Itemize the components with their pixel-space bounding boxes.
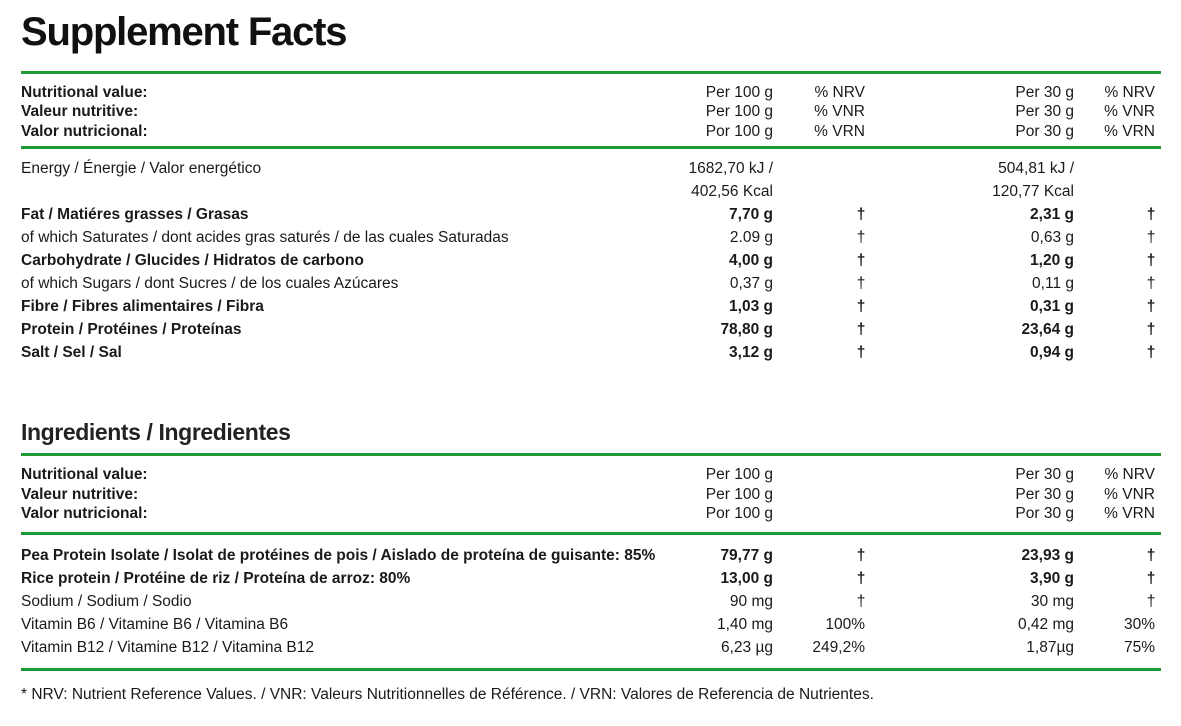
row-pct2: † — [1146, 547, 1156, 564]
row-per30: 1,20 g — [1030, 252, 1074, 269]
row-label: Fibre / Fibres alimentaires / Fibra — [21, 298, 264, 315]
row-per30: 30 mg — [1030, 593, 1074, 610]
header-per30: Per 30 g — [1015, 486, 1074, 503]
header-per100: Por 100 g — [705, 505, 773, 522]
row-pct2: 75% — [1123, 639, 1155, 656]
row-label: Sodium / Sodium / Sodio — [21, 593, 192, 610]
header-per100: Per 100 g — [705, 84, 773, 101]
row-per30: 23,64 g — [1021, 321, 1074, 338]
header-label: Valeur nutritive: — [21, 486, 139, 503]
divider — [21, 532, 1161, 535]
row-pct2: † — [1146, 570, 1156, 587]
footnote: * NRV: Nutrient Reference Values. / VNR: Valeurs Nutritionnelles de Référence. / VRN: Valores de Referencia de Nutrientes. — [21, 686, 874, 703]
row-per30: 0,94 g — [1030, 344, 1074, 361]
row-per100: 1,03 g — [729, 298, 773, 315]
header-per100: Per 100 g — [705, 486, 773, 503]
header-per30: Por 30 g — [1015, 505, 1074, 522]
row-pct2: † — [1146, 275, 1156, 292]
header-label: Valor nutricional: — [21, 123, 148, 140]
header-per30: Per 30 g — [1015, 466, 1074, 483]
row-per30: 0,63 g — [1030, 229, 1074, 246]
header-per30: Per 30 g — [1015, 103, 1074, 120]
header-label: Nutritional value: — [21, 84, 148, 101]
row-pct1: † — [856, 547, 866, 564]
divider — [21, 453, 1161, 456]
row-per30: 0,42 mg — [1017, 616, 1074, 633]
header-pct: % VNR — [1104, 103, 1155, 120]
row-label: Vitamin B6 / Vitamine B6 / Vitamina B6 — [21, 616, 289, 633]
header-pct: % NRV — [1104, 466, 1155, 483]
row-per100: 3,12 g — [729, 344, 773, 361]
row-label: Rice protein / Protéine de riz / Proteína de arroz: 80% — [21, 570, 411, 587]
row-per100: 0,37 g — [729, 275, 773, 292]
row-pct2: † — [1146, 252, 1156, 269]
header-pct: % VRN — [814, 123, 865, 140]
row-pct1: 100% — [825, 616, 865, 633]
row-pct1: † — [856, 275, 866, 292]
header-label: Valor nutricional: — [21, 505, 148, 522]
row-label: of which Sugars / dont Sucres / de los cuales Azúcares — [21, 275, 399, 292]
header-pct: % NRV — [1104, 84, 1155, 101]
row-per30: 3,90 g — [1030, 570, 1074, 587]
header-label: Nutritional value: — [21, 466, 148, 483]
divider — [21, 71, 1161, 74]
row-per30: 0,11 g — [1032, 275, 1074, 292]
row-pct2: † — [1146, 206, 1156, 223]
row-per100: 1,40 mg — [716, 616, 773, 633]
row-pct2: † — [1146, 593, 1156, 610]
row-per100: 78,80 g — [720, 321, 773, 338]
divider — [21, 146, 1161, 149]
header-per30: Per 30 g — [1015, 84, 1074, 101]
row-pct2: 30% — [1123, 616, 1155, 633]
header-per100: Per 100 g — [705, 466, 773, 483]
ingredients-title: Ingredients / Ingredientes — [21, 419, 291, 445]
row-pct2: † — [1146, 344, 1156, 361]
energy-label: Energy / Énergie / Valor energético — [21, 160, 262, 177]
row-per30: 2,31 g — [1030, 206, 1074, 223]
header-pct: % VNR — [1104, 486, 1155, 503]
header-per100: Per 100 g — [705, 103, 773, 120]
header-pct: % VRN — [1104, 505, 1155, 522]
divider — [21, 668, 1161, 671]
row-pct1: † — [856, 229, 866, 246]
energy-per30-kcal: 120,77 Kcal — [992, 183, 1074, 200]
row-per100: 2.09 g — [729, 229, 773, 246]
header-pct: % VRN — [1104, 123, 1155, 140]
page-title: Supplement Facts — [21, 10, 347, 54]
row-pct1: † — [856, 252, 866, 269]
row-pct1: † — [856, 344, 866, 361]
row-pct1: † — [856, 570, 866, 587]
energy-per100-kcal: 402,56 Kcal — [691, 183, 773, 200]
header-per100: Por 100 g — [705, 123, 773, 140]
row-label: Salt / Sel / Sal — [21, 344, 122, 361]
row-pct1: † — [856, 298, 866, 315]
row-per100: 7,70 g — [729, 206, 773, 223]
row-per100: 13,00 g — [720, 570, 773, 587]
row-label: Vitamin B12 / Vitamine B12 / Vitamina B12 — [21, 639, 314, 656]
row-per100: 4,00 g — [729, 252, 773, 269]
row-pct1: 249,2% — [812, 639, 865, 656]
row-pct1: † — [856, 206, 866, 223]
row-pct2: † — [1146, 321, 1156, 338]
header-per30: Por 30 g — [1015, 123, 1074, 140]
row-pct1: † — [856, 321, 866, 338]
row-per100: 90 mg — [729, 593, 773, 610]
row-label: Protein / Protéines / Proteínas — [21, 321, 242, 338]
row-label: of which Saturates / dont acides gras saturés / de las cuales Saturadas — [21, 229, 509, 246]
row-pct1: † — [856, 593, 866, 610]
row-per100: 79,77 g — [720, 547, 773, 564]
row-pct2: † — [1146, 229, 1156, 246]
row-pct2: † — [1146, 298, 1156, 315]
row-per30: 23,93 g — [1021, 547, 1074, 564]
row-label: Carbohydrate / Glucides / Hidratos de carbono — [21, 252, 364, 269]
row-per30: 1,87µg — [1026, 639, 1074, 656]
header-label: Valeur nutritive: — [21, 103, 139, 120]
row-per30: 0,31 g — [1030, 298, 1074, 315]
row-label: Fat / Matiéres grasses / Grasas — [21, 206, 249, 223]
row-label: Pea Protein Isolate / Isolat de protéines de pois / Aislado de proteína de guisante: 85% — [21, 547, 656, 564]
header-pct: % VNR — [814, 103, 865, 120]
energy-per100-kj: 1682,70 kJ / — [688, 160, 773, 177]
row-per100: 6,23 µg — [720, 639, 773, 656]
header-pct: % NRV — [814, 84, 865, 101]
energy-per30-kj: 504,81 kJ / — [998, 160, 1074, 177]
